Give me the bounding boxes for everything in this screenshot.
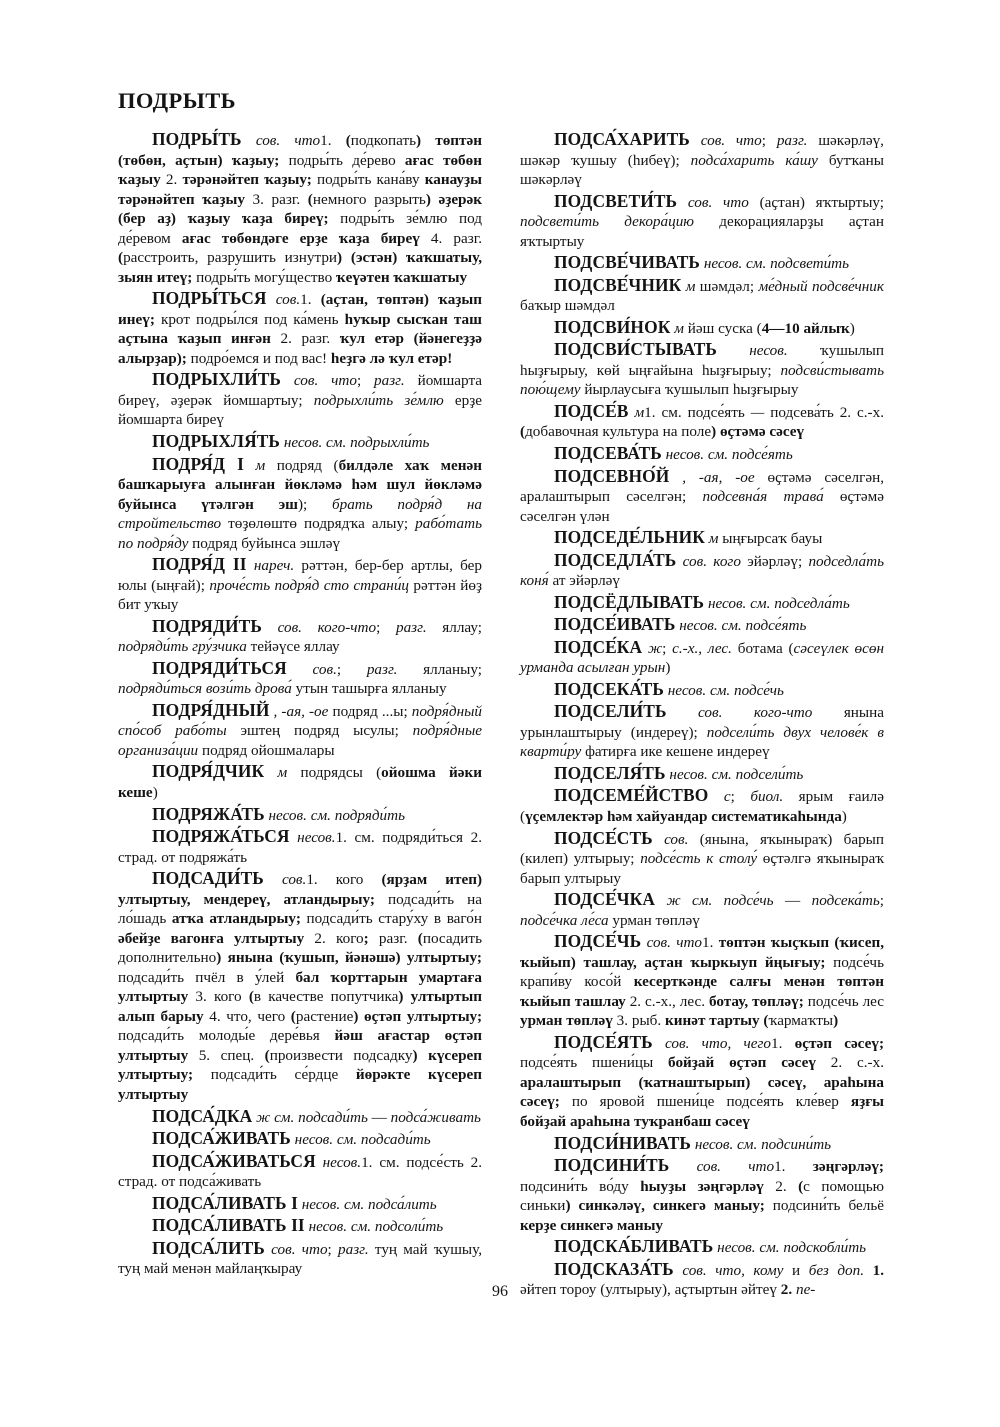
grammar-label: подсе́чь <box>734 681 784 699</box>
dictionary-entry <box>118 430 482 453</box>
grammar-label <box>628 1012 632 1029</box>
grammar-label: сов. что <box>255 132 321 149</box>
grammar-label: подсе́чка ле́са <box>520 911 609 929</box>
grammar-label: подсади́ть <box>298 1108 368 1126</box>
headword: ПОДРЯЖА́ТЬСЯ <box>152 826 290 847</box>
grammar-label: биол. <box>750 788 784 806</box>
dictionary-entry: ПОДСЕ́СТЬ сов. (янына, яҡыныраҡ) барып (килеп) ултырыу; подсе́сть к столу́ өҫтәлгә яҡыныраҡ барып ултырыу <box>520 827 885 887</box>
example-phrase: кинәт тартыу ( <box>661 1012 769 1030</box>
dictionary-entry: ПОДСВИ́СТЫВАТЬ несов. ҡушылып һыҙғырыу, көй ыңғайына һыҙғырыу; подсви́стывать пою́щему йырлаусыға ҡушылып һыҙғырыу <box>520 339 885 399</box>
grammar-label: ж см. <box>256 1108 295 1126</box>
headword: ПОДРЯ́ДЧИК <box>152 761 265 782</box>
example-phrase: атҡа атландырыу; <box>166 910 307 928</box>
grammar-label: сов. <box>275 291 301 309</box>
headword: ПОДРЯДИ́ТЬ <box>152 615 262 636</box>
dictionary-entry: ПОДРЯ́ДЧИК м подрядсы (ойошма йәки кеше) <box>118 761 482 801</box>
grammar-label: сов. что <box>687 193 749 211</box>
grammar-label: ж см. <box>666 892 713 910</box>
grammar-label: подсвети́ть <box>770 255 850 273</box>
grammar-label: подса́лить <box>367 1195 437 1213</box>
dictionary-entry: ПОДСВЕ́ЧНИК м шәмдәл; ме́дный подсве́чник баҡыр шәмдәл <box>520 274 884 315</box>
example-phrase: төптән ҡыҫҡып (ҡисеп, ҡыйып) ташлау, аҫтан ҡыркыуп йңығыу; <box>520 934 885 971</box>
grammar-label: м <box>277 764 288 782</box>
grammar-label <box>372 1154 379 1171</box>
grammar-label: без доп. <box>808 1261 865 1279</box>
headword: ПОДСВИ́СТЫВАТЬ <box>554 339 718 360</box>
headword: ПОДСА́ЛИВАТЬ I <box>152 1192 298 1213</box>
headword: ПОДРЫ́ТЬСЯ <box>152 288 267 309</box>
headword: ПОДСВЕТИ́ТЬ <box>554 190 678 211</box>
grammar-label: сов. что, кому <box>682 1261 784 1279</box>
dictionary-entry <box>520 613 884 636</box>
grammar-label: подсини́ть <box>761 1135 832 1153</box>
headword: ПОДРЯ́Д II <box>152 554 247 575</box>
column-right <box>520 128 884 1300</box>
example-phrase: бал ҡорттарын умартаға ултыртыу <box>118 968 483 1006</box>
example-phrase: йөрәкте күсереп ултыртыу <box>118 1066 482 1103</box>
example-phrase: өҫтәп сәсеү; <box>782 1034 884 1052</box>
grammar-label: подряди́ться вози́ть дрова́ <box>118 680 292 698</box>
grammar-label: несов. см. <box>717 1239 780 1257</box>
headword: ПОДСЕ́ЯТЬ <box>554 1031 653 1052</box>
dictionary-entry <box>520 1235 884 1258</box>
example-phrase: ( <box>331 132 351 149</box>
example-phrase: бойҙай өҫтәп сәсеү <box>653 1054 831 1072</box>
grammar-label <box>656 404 662 421</box>
example-phrase: яҙғы бойҙай араһына туҡранбаш сәсеү <box>520 1093 884 1130</box>
grammar-label <box>851 404 857 421</box>
grammar-label: разг. <box>338 1240 369 1258</box>
headword: ПОДРЫ́ТЬ <box>152 129 242 149</box>
example-phrase: (ярҙам итеп) ултыртыу, мендереү, атландырыу; <box>118 871 483 908</box>
headword: ПОДСАДИ́ТЬ <box>152 868 264 889</box>
grammar-label: сов. <box>664 830 689 848</box>
headword: ПОДСВЕ́ЧНИК <box>554 274 682 295</box>
headword: ПОДСА́ЖИВАТЬСЯ <box>152 1150 316 1171</box>
grammar-label <box>442 230 453 247</box>
example-phrase: ботау, төпләү; <box>705 992 808 1010</box>
grammar-label <box>264 191 272 208</box>
grammar-label: ме́дный подсве́чник <box>758 277 884 295</box>
grammar-label: разг. <box>374 372 405 390</box>
grammar-label: подса́харить ка́шу <box>690 151 818 169</box>
example-phrase: ойошма йәки кеше <box>118 764 482 801</box>
headword: ПОДСЕ́КА <box>554 636 643 657</box>
headword: ПОДСЕДЕ́ЛЬНИК <box>554 527 705 548</box>
grammar-label: брать подря́д на стройтельство <box>118 495 483 533</box>
grammar-label: рабо́тать по подря́ду <box>118 515 482 552</box>
grammar-label: несов. см. <box>694 1135 758 1153</box>
dictionary-entry: ПОДСКАЗА́ТЬ сов. что, кому и без доп. 1. әйтеп тороу (ултырыу), аҫтыртын әйтеү 2. пе- <box>520 1258 884 1299</box>
grammar-label: несов. <box>297 829 336 847</box>
sense-number: 2. <box>780 1281 793 1299</box>
grammar-label: несов. см. <box>308 1218 372 1236</box>
dictionary-entry <box>118 1192 482 1215</box>
grammar-label: несов. <box>749 342 788 360</box>
grammar-label: сов. что <box>696 1158 775 1176</box>
dictionary-entry: ПОДРЫ́ТЬСЯ сов.1. (аҫтан, төптән) ҡаҙып инеү; крот подры́лся под ка́мень һуҡыр сысҡан таш аҫтына ҡаҙып инғән 2. разг. ҡул етәр (йәнегеҙҙә алырҙар); подро́емся и под вас! һеҙгә лә ҡул етәр! <box>118 288 483 367</box>
example-phrase: зәңгәрләү; <box>785 1158 884 1176</box>
example-phrase: ( <box>407 929 423 947</box>
grammar-label: несов. см. <box>301 1195 365 1213</box>
headword: ПОДСА́ЛИТЬ <box>152 1237 265 1258</box>
grammar-label: подсоли́ть <box>374 1218 444 1236</box>
grammar-label: подряди́ть <box>334 806 406 824</box>
example-phrase: ( <box>300 190 313 208</box>
grammar-label: сов. что <box>646 934 703 952</box>
grammar-label <box>464 1154 471 1171</box>
example-phrase: ) <box>833 1012 839 1030</box>
headword: ПОДРЯДИ́ТЬСЯ <box>152 657 287 678</box>
grammar-label <box>463 829 471 846</box>
headword: ПОДСЁДЛЫВАТЬ <box>554 591 705 612</box>
dictionary-entry <box>520 591 884 614</box>
example-phrase: ( <box>241 988 254 1006</box>
grammar-label: несов. см. <box>703 255 767 273</box>
grammar-label: разг. <box>395 618 427 636</box>
example-phrase: ) синкәләү, синкегә маныу; <box>565 1197 773 1215</box>
dictionary-entry: ПОДРЫ́ТЬ сов. что1. (подкопать) төптән (төбөн, аҫтын) ҡаҙыу; подры́ть де́рево ағас төбөн ҡаҙыу 2. тәрәнәйтеп ҡаҙыу; подры́ть кана́ву канауҙы тәрәнәйтеп ҡаҙыу 3. разг. (немного разрыть) әҙерәк (бер аҙ) ҡаҙыу ҡаҙа биреү; подры́ть зе́млю под де́ревом ағас төбөндәге ерҙе ҡаҙа биреү 4. разг. (расстроить, разрушить изнутри) (эстән) ҡаҡшатыу, зыян итеү; подры́ть могу́щество ҡеүәтен ҡаҡшатыу <box>118 129 483 286</box>
dictionary-entry <box>118 1127 482 1150</box>
dictionary-entry: ПОДСЕДЛА́ТЬ сов. кого эйәрләү; подседла́ть коня́ ат эйәрләү <box>520 549 884 590</box>
grammar-label: сәсеүлек өсөн урманда асылған урын <box>520 639 885 677</box>
dictionary-entry <box>520 678 884 701</box>
grammar-label: пе- <box>795 1281 816 1299</box>
grammar-label <box>641 993 645 1010</box>
dictionary-entry: ПОДСЕВНО́Й , -ая, -ое өҫтәмә сәселгән, аралаштырып сәселгән; подсевна́я трава́ өҫтәмә сәселгән үлән <box>520 465 884 525</box>
grammar-label: подсека́ть <box>811 892 880 910</box>
grammar-label: подседла́ть коня́ <box>520 552 884 590</box>
dictionary-entry: ПОДСЕ́ЧКА ж см. подсе́чь — подсека́ть; подсе́чка ле́са урман төпләү <box>520 889 885 929</box>
headword: ПОДСВИ́НОК <box>554 316 671 337</box>
dictionary-entry <box>118 803 482 826</box>
example-phrase: канауҙы тәрәнәйтеп ҡаҙыу <box>118 171 482 208</box>
example-phrase: билдәле хаҡ менән башҡарыуға алынған йөкләмә һәм шул йөкләмә буйынса үтәлгән эш <box>118 456 482 513</box>
grammar-label: лес. <box>707 639 732 657</box>
example-phrase: әбейҙе вагонға ултыртыу <box>118 929 315 947</box>
headword: ПОДСА́ЖИВАТЬ <box>152 1128 291 1149</box>
example-phrase: ) төптән (төбөн, аҫтын) ҡаҙыу; <box>118 132 483 169</box>
grammar-label <box>318 871 336 888</box>
example-phrase: ( <box>285 1007 296 1025</box>
example-phrase: ( <box>254 1046 270 1064</box>
dictionary-entry: ПОДРЯ́Д II нареч. рәттән, бер-бер артлы, бер юлы (ыңғай); проче́сть подря́д сто страни́ц рәттән йөҙ бит уҡыу <box>118 554 483 614</box>
grammar-label: несов. см. <box>283 433 347 451</box>
grammar-label: подсели́ть <box>735 765 804 783</box>
grammar-label: разг. <box>366 660 398 678</box>
grammar-label <box>207 988 214 1005</box>
dictionary-entry: ПОДСВЕТИ́ТЬ сов. что (аҫтан) яҡтыртыу; подсвети́ть декора́цию декорацияларҙы аҫтан яҡтыртыу <box>520 190 885 250</box>
sense-number: 1. <box>872 1261 884 1279</box>
grammar-label: подсе́ять <box>731 445 793 463</box>
headword: ПОДСЕМЕ́ЙСТВО <box>554 785 709 806</box>
grammar-label <box>175 1173 179 1190</box>
grammar-label <box>292 330 302 347</box>
dictionary-entry <box>520 442 884 465</box>
grammar-label: — <box>744 403 771 421</box>
grammar-label: несов. см. <box>665 445 729 463</box>
example-phrase: керҙе синкегә маныу <box>520 1216 664 1234</box>
headword: ПОДРЫХЛИ́ТЬ <box>152 369 281 390</box>
example-phrase: үҫемлектәр һәм хайуандар систематикаһында <box>525 808 842 825</box>
grammar-label <box>400 1154 407 1171</box>
dictionary-entry: ПОДСИНИ́ТЬ сов. что1. зәңгәрләү; подсини́ть во́ду һыуҙы зәңгәрләү 2. (с помощью синьки) синкәләү, синкегә маныу; подсини́ть бельё керҙе синкегә маныу <box>520 1155 884 1234</box>
grammar-label: м <box>674 319 684 337</box>
headword: ПОДСЕЛИ́ТЬ <box>554 701 667 722</box>
grammar-label: с <box>723 788 731 806</box>
dictionary-entry: ПОДСА́ЛИТЬ сов. что; разг. туң май ҡушыу, туң май менән майлаңҡырау <box>118 1237 482 1278</box>
grammar-label: нареч. <box>253 557 295 575</box>
dictionary-entry: ПОДСЕДЕ́ЛЬНИК м ыңғырсаҡ бауы <box>554 527 823 548</box>
grammar-label: несов. см. <box>294 1131 358 1149</box>
grammar-label: сов. кого-что <box>698 704 813 722</box>
grammar-label: сов. <box>281 871 307 889</box>
headword: ПОДСА́ДКА <box>152 1105 253 1126</box>
example-phrase: аралаштырып (ҡатнаштырып) сәсеү, араһына сәсеү; <box>520 1073 884 1111</box>
grammar-label: сов. кого-что <box>277 618 377 636</box>
headword: ПОДСЕ́ЧКА <box>554 889 656 910</box>
grammar-label: подсвети́ть декора́цию <box>520 213 695 231</box>
example-phrase: һыуҙы зәңгәрләү <box>628 1177 776 1195</box>
grammar-label: м <box>708 530 719 548</box>
grammar-label <box>210 1047 221 1064</box>
example-phrase: ) өҫтәп ултыртыу; <box>353 1007 483 1025</box>
dictionary-entry: ПОДСЕМЕ́ЙСТВО с; биол. ярым ғаилә (үҫемлектәр һәм хайуандар систематикаһында) <box>520 785 884 825</box>
headword: ПОДСЕ́ИВАТЬ <box>554 614 676 635</box>
page-number: 96 <box>492 1283 508 1300</box>
running-head: ПОДРЫТЬ <box>118 88 236 113</box>
dictionary-entry: ПОДСА́ДКА ж см. подсади́ть — подса́живать <box>152 1105 481 1126</box>
headword: ПОДСКАЗА́ТЬ <box>554 1258 674 1279</box>
grammar-label <box>834 404 840 421</box>
grammar-label: несов. см. <box>667 681 731 699</box>
example-phrase: ( <box>520 423 526 441</box>
example-phrase: ; <box>363 929 379 947</box>
grammar-label: несов. <box>322 1153 362 1171</box>
grammar-label: сов. что <box>293 372 357 390</box>
dictionary-entry: ПОДРЯ́Д I м подряд (билдәле хаҡ менән башҡарыуға алынған йөкләмә һәм шул йөкләмә буйынса үтәлгән эш); брать подря́д на стройтельство төҙөлөштө подрядҡа алыу; рабо́тать по подря́ду подряд буйынса эшләү <box>118 453 483 552</box>
grammar-label <box>682 404 688 421</box>
grammar-label <box>347 829 355 846</box>
headword: ПОДСКА́БЛИВАТЬ <box>554 1236 714 1257</box>
column-left <box>118 128 482 1300</box>
grammar-label: сов. что, чего <box>665 1034 772 1052</box>
grammar-label: подря́дные организа́ции <box>118 722 482 759</box>
example-phrase: кесерткәнде салғы менән төптән ҡыйып ташлау <box>520 973 884 1010</box>
grammar-label <box>221 1008 227 1025</box>
example-phrase: ағас төбөндәге ерҙе ҡаҙа биреү <box>170 229 431 247</box>
grammar-label: подсви́стывать пою́щему <box>520 361 884 399</box>
grammar-label: подсевна́я трава́ <box>702 488 824 506</box>
headword: ПОДСИНИ́ТЬ <box>554 1155 670 1176</box>
example-phrase: ағас төбөн ҡаҙыу <box>118 151 482 189</box>
grammar-label: подсели́ть двух челове́к в кварти́ру <box>520 723 884 761</box>
grammar-label: сов. что <box>700 132 762 149</box>
dictionary-entry: ПОДСЕ́КА ж; с.-х., лес. ботама (сәсеүлек өсөн урманда асылған урын) <box>520 636 885 677</box>
example-phrase: урман төпләү <box>520 1012 617 1030</box>
dictionary-entry: ПОДСА́ЖИВАТЬСЯ несов.1. см. подсе́сть 2. страд. от подса́живать <box>118 1150 483 1191</box>
headword: ПОДСЕВА́ТЬ <box>554 442 662 463</box>
grammar-label: , -ая, -ое <box>682 468 755 486</box>
example-phrase: (аҫтан, төптән) ҡаҙып инеү; <box>118 291 483 328</box>
grammar-label <box>842 1054 857 1071</box>
headword: ПОДСЕВНО́Й <box>554 465 670 486</box>
grammar-label: проче́сть подря́д сто страни́ц <box>209 576 410 594</box>
grammar-label: сов. что <box>271 1240 328 1258</box>
grammar-label: несов. см. <box>669 765 732 783</box>
grammar-label: ж <box>647 639 663 657</box>
headword: ПОДСА́ЛИВАТЬ II <box>152 1215 305 1236</box>
grammar-label: подса́живать <box>390 1108 481 1126</box>
example-phrase: ( <box>118 249 124 267</box>
headword: ПОДСЕ́СТЬ <box>554 827 653 848</box>
grammar-label: подседла́ть <box>774 594 850 612</box>
example-phrase: ) янына (ҡушып, йәнәшә) ултыртыу; <box>216 949 482 967</box>
grammar-label: м <box>685 277 696 295</box>
text-columns <box>118 128 884 1300</box>
dictionary-entry: ПОДРЯ́ДНЫЙ , -ая, -ое подряд ...ы; подря́дный спо́соб рабо́ты эштең подряд ысулы; подря́дные организа́ции подряд ойошмалары <box>118 699 482 759</box>
grammar-label: с.-х. <box>672 639 699 657</box>
grammar-label: , -ая, -ое <box>273 702 329 720</box>
dictionary-entry: ПОДРЯЖА́ТЬСЯ несов.1. см. подряди́ться 2. страд. от подряжа́ть <box>118 826 482 866</box>
example-phrase: ) (эстән) ҡаҡшатыу, зыян итеү; <box>118 249 482 286</box>
dictionary-entry: ПОДРЯДИ́ТЬ сов. кого-что; разг. яллау; подряди́ть гру́зчика тейәүсе яллау <box>118 615 482 656</box>
dictionary-entry <box>520 762 884 785</box>
dictionary-entry: ПОДРЯДИ́ТЬСЯ сов.; разг. ялланыу; подряди́ться вози́ть дрова́ утын ташырға ялланыу <box>118 657 482 698</box>
dictionary-entry: ПОДСЕ́ЯТЬ сов. что, чего1. өҫтәп сәсеү; подсе́ять пшени́цы бойҙай өҫтәп сәсеү 2. с.-х. аралаштырып (ҡатнаштырып) сәсеү, араһына сәсеү; по яровой пшени́це подсе́ять кле́вер яҙғы бойҙай араһына туҡранбаш сәсеү <box>520 1031 885 1130</box>
dictionary-entry <box>118 1214 482 1237</box>
grammar-label: подряди́ть гру́зчика <box>118 638 247 656</box>
example-phrase: тәрәнәйтеп ҡаҙыу; <box>177 171 317 189</box>
grammar-label: м <box>255 456 266 474</box>
headword: ПОДРЯЖА́ТЬ <box>152 803 265 824</box>
example-phrase: һеҙгә лә ҡул етәр! <box>327 349 453 367</box>
grammar-label: несов. см. <box>268 806 331 824</box>
grammar-label: м <box>634 403 645 421</box>
grammar-label: подрыхли́ть зе́млю <box>313 391 444 409</box>
example-phrase: һуҡыр сысҡан таш аҫтына ҡаҙып инғән <box>118 310 482 348</box>
headword: ПОДРЫХЛЯ́ТЬ <box>152 430 281 451</box>
example-phrase: ) әҙерәк (бер аҙ) ҡаҙыу ҡаҙа биреү; <box>118 190 483 228</box>
dictionary-entry: ПОДСЕ́ЧЬ сов. что1. төптән ҡыҫҡып (ҡисеп, ҡыйып) ташлау, аҫтан ҡыркыуп йңығыу; подсе́чь крапи́ву косо́й кесерткәнде салғы менән төптән ҡыйып ташлау 2. с.-х., лес. ботау, төпләү; подсе́чь лес урман төпләү 3. рыб. кинәт тартыу (ҡармаҡты) <box>520 931 885 1030</box>
grammar-label: подрыхли́ть <box>350 433 430 451</box>
example-phrase: йәш ағастар өҫтәп ултыртыу <box>118 1027 482 1064</box>
grammar-label: подсе́ять <box>745 617 807 635</box>
grammar-label: несов. см. <box>707 594 771 612</box>
headword: ПОДСЕДЛА́ТЬ <box>554 549 677 570</box>
example-phrase: ) ултыртып алып барыу <box>118 988 483 1025</box>
dictionary-entry: ПОДСА́ХАРИТЬ сов. что; разг. шәкәрләү, шәкәр ҡушыу (һибеү); подса́харить ка́шу бутҡаны шәкәрләү <box>520 129 884 189</box>
example-phrase: 4—10 айлыҡ <box>761 319 850 337</box>
headword: ПОДСЕ́ЧЬ <box>554 931 642 952</box>
grammar-label: подсади́ть <box>360 1131 431 1149</box>
example-phrase: ҡеүәтен ҡаҡшатыу <box>332 268 468 286</box>
grammar-label: подря́дный спо́соб рабо́ты <box>118 702 482 740</box>
grammar-label: подскобли́ть <box>783 1239 867 1257</box>
grammar-label: разг. <box>776 132 808 149</box>
dictionary-entry <box>520 251 884 274</box>
example-phrase: ) өҫтәмә сәсеү <box>711 423 805 441</box>
grammar-label <box>175 849 179 866</box>
headword: ПОДСЕЛЯ́ТЬ <box>554 762 666 783</box>
headword: ПОДСЕКА́ТЬ <box>554 678 664 699</box>
grammar-label: несов. см. <box>679 617 742 635</box>
grammar-label: подсе́чь <box>723 892 774 910</box>
headword: ПОДСЕ́В <box>554 400 629 421</box>
headword: ПОДСИ́НИВАТЬ <box>554 1132 692 1153</box>
headword: ПОДСА́ХАРИТЬ <box>554 129 690 149</box>
example-phrase: ( <box>786 1177 804 1195</box>
grammar-label: сов. кого <box>682 552 741 570</box>
dictionary-entry: ПОДСЕ́В м1. см. подсе́ять — подсева́ть 2. с.-х. (добавочная культура на поле) өҫтәмә сәсеү <box>520 400 885 441</box>
example-phrase: ) күсереп ултыртыу; <box>118 1046 483 1084</box>
headword: ПОДРЯ́Д I <box>152 453 245 474</box>
example-phrase: ҡул етәр (йәнегеҙҙә алырҙар); <box>118 330 482 367</box>
headword: ПОДРЯ́ДНЫЙ <box>152 699 270 720</box>
grammar-label <box>326 930 336 947</box>
grammar-label: подсе́сть к столу́ <box>640 850 758 868</box>
dictionary-entry: ПОДСЕЛИ́ТЬ сов. кого-что янына урынлаштырыу (индереү); подсели́ть двух челове́к в кварти́ру фатирға ике кешене индереү <box>520 701 885 761</box>
dictionary-entry <box>520 1132 884 1155</box>
grammar-label <box>375 829 383 846</box>
dictionary-entry: ПОДСАДИ́ТЬ сов.1. кого (ярҙам итеп) ултыртыу, мендереү, атландырыу; подсади́ть на ло́шадь атҡа атландырыу; подсади́ть стару́ху в ваго́н әбейҙе вагонға ултыртыу 2. кого; разг. (посадить дополнительно) янына (ҡушып, йәнәшә) ултыртыу; подсади́ть пчёл в у́лей бал ҡорттарын умартаға ултыртыу 3. кого (в качестве попутчика) ултыртып алып барыу 4. что, чего (растение) өҫтәп ултыртыу; подсади́ть молоды́е дере́вья йәш ағастар өҫтәп ултыртыу 5. спец. (произвести подсадку) күсереп ултыртыу; подсади́ть се́рдце йөрәкте күсереп ултыртыу <box>118 868 483 1103</box>
grammar-label: , <box>672 992 680 1010</box>
headword: ПОДСВЕ́ЧИВАТЬ <box>554 252 701 273</box>
dictionary-entry: ПОДСВИ́НОК м йәш суска (4—10 айлыҡ) <box>554 316 855 337</box>
grammar-label: сов. <box>312 660 337 678</box>
dictionary-entry: ПОДРЫХЛИ́ТЬ сов. что; разг. йомшарта биреү, әҙерәк йомшартыу; подрыхли́ть зе́млю ерҙе йомшарта биреү <box>118 369 483 429</box>
